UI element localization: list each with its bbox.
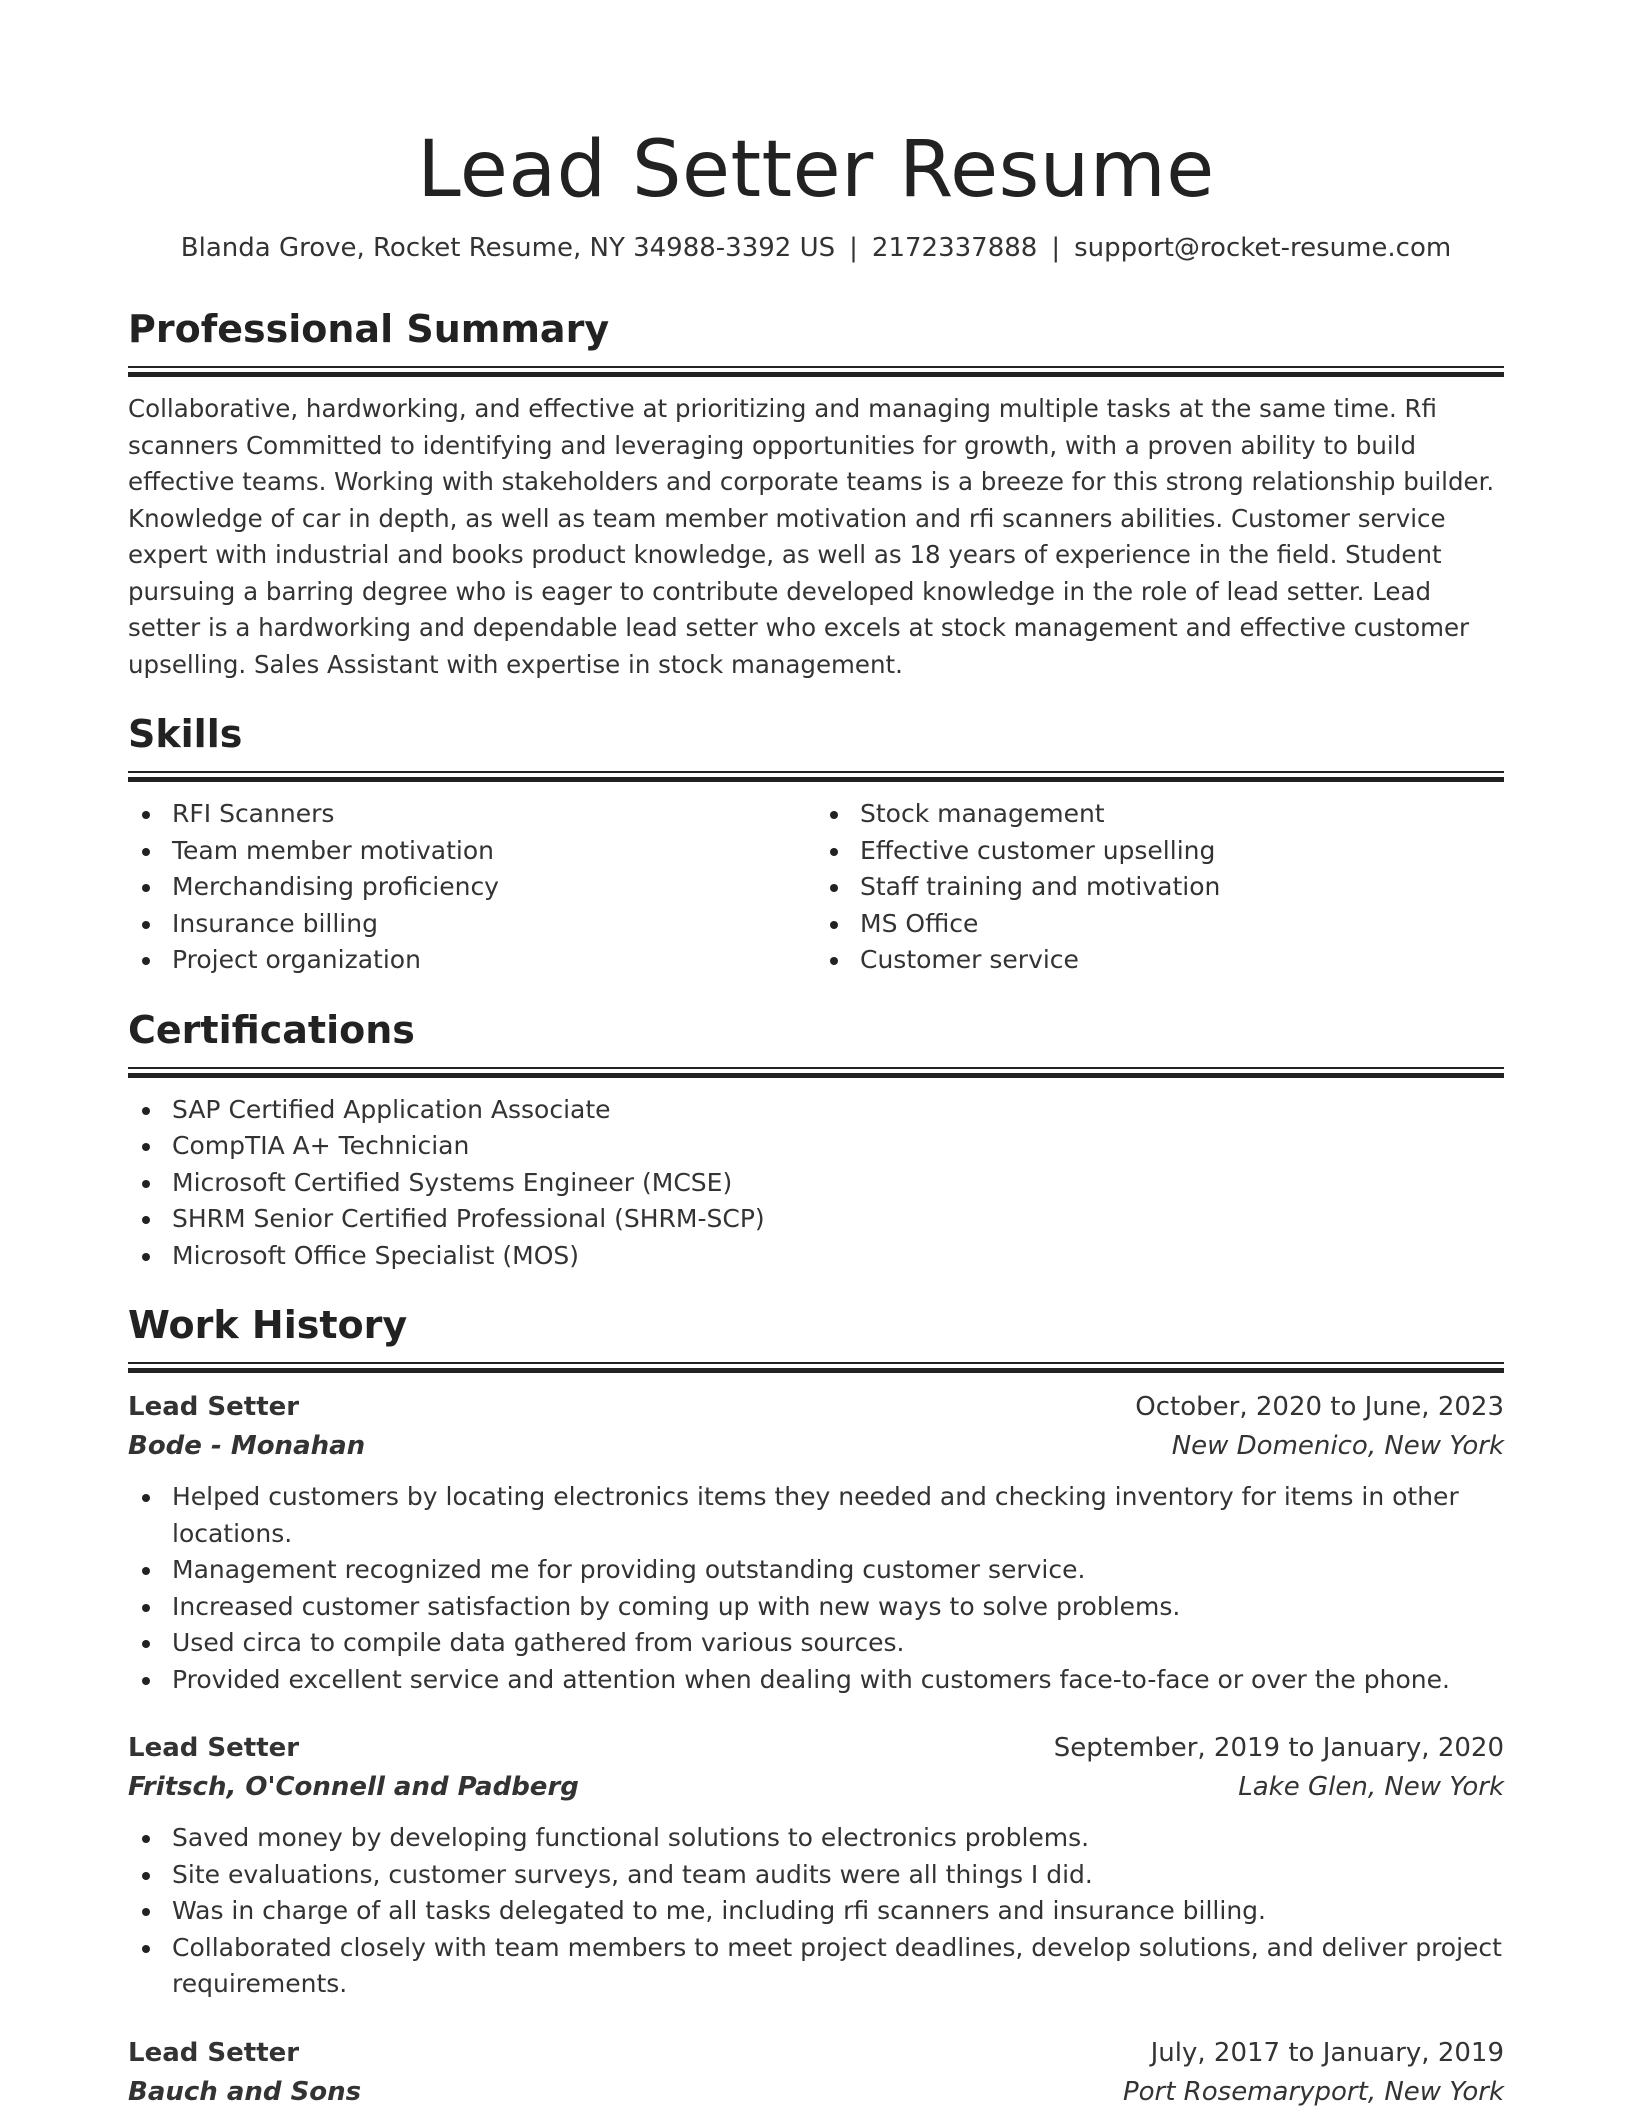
section-heading: Professional Summary: [128, 307, 610, 351]
job-company: Bauch and Sons: [128, 2076, 362, 2107]
section-heading: Certifications: [128, 1007, 415, 1052]
job-duty: Provided excellent service and attention when dealing with customers face-to-face or over the phone.: [128, 1662, 1504, 1699]
skill-item: Staff training and motivation: [816, 869, 1504, 906]
certification-item: CompTIA A+ Technician: [128, 1128, 1504, 1165]
job-location: Port Rosemaryport, New York: [1122, 2076, 1504, 2107]
job-duty: Site evaluations, customer surveys, and team audits were all things I did.: [128, 1857, 1504, 1894]
certification-item: Microsoft Office Specialist (MOS): [128, 1238, 1504, 1275]
work-history-section: [128, 1300, 1504, 2111]
section-divider: [128, 771, 1504, 782]
contact-line: [128, 230, 1504, 266]
job-title: Lead Setter: [128, 1733, 300, 1763]
job-dates: September, 2019 to January, 2020: [1053, 1733, 1504, 1763]
certifications-section: [128, 1005, 1504, 1275]
skill-item: Project organization: [128, 942, 816, 979]
job-dates: July, 2017 to January, 2019: [1150, 2037, 1504, 2068]
skill-item: Customer service: [816, 942, 1504, 979]
skill-item: Effective customer upselling: [816, 833, 1504, 870]
contact-address: Blanda Grove, Rocket Resume, NY 34988-3392 US: [180, 233, 836, 263]
skills-left-list: [128, 796, 816, 979]
job-company: Fritsch, O'Connell and Padberg: [128, 1772, 579, 1802]
job-duty: Increased customer satisfaction by coming up with new ways to solve problems.: [128, 1589, 1504, 1626]
job-dates: October, 2020 to June, 2023: [1135, 1392, 1504, 1422]
skill-item: RFI Scanners: [128, 796, 816, 833]
job-duties-list: [128, 1479, 1504, 1698]
section-heading: Work History: [128, 1303, 408, 1347]
skills-columns: [128, 796, 1504, 979]
job-duty: Helped customers by locating electronics items they needed and checking inventory for items in other locations.: [128, 1479, 1504, 1552]
job-entry: [128, 1728, 1504, 2003]
job-company: Bode - Monahan: [128, 1431, 366, 1461]
section-divider: [128, 366, 1504, 377]
certification-item: SHRM Senior Certified Professional (SHRM-SCP): [128, 1201, 1504, 1238]
skill-item: Merchandising proficiency: [128, 869, 816, 906]
certifications-list: [128, 1092, 1504, 1275]
job-title: Lead Setter: [128, 2037, 300, 2068]
skill-item: Team member motivation: [128, 833, 816, 870]
section-divider: [128, 1362, 1504, 1373]
contact-separator: |: [849, 233, 858, 263]
job-duty: Saved money by developing functional solutions to electronics problems.: [128, 1820, 1504, 1857]
skills-section: [128, 709, 1504, 979]
job-duty: Collaborated closely with team members to meet project deadlines, develop solutions, and deliver project requirements.: [128, 1930, 1504, 2003]
job-duty: Management recognized me for providing outstanding customer service.: [128, 1552, 1504, 1589]
job-title: Lead Setter: [128, 1392, 300, 1422]
job-company-row: [128, 1427, 1504, 1465]
job-title-row: [128, 2033, 1504, 2073]
job-company-row: [128, 2073, 1504, 2111]
job-company-row: [128, 1768, 1504, 1806]
contact-separator: |: [1051, 233, 1061, 263]
summary-text: Collaborative, hardworking, and effective at prioritizing and managing multiple tasks at the same time. Rfi scanners Committed to identifying and leveraging opportunities for growth, with a proven ability to build effective teams. Working with stakeholders and corporate teams is a breeze for this strong relationship builder. Knowledge of car in depth, as well as team member motivation and rfi scanners abilities. Customer service expert with industrial and books product knowledge, as well as 18 years of experience in the field. Student pursuing a barring degree who is eager to contribute developed knowledge in the role of lead setter. Lead setter is a hardworking and dependable lead setter who excels at stock management and effective customer upselling. Sales Assistant with expertise in stock management.: [128, 394, 1495, 679]
job-duty: Used circa to compile data gathered from various sources.: [128, 1625, 1504, 1662]
job-location: New Domenico, New York: [1171, 1431, 1504, 1461]
contact-email: support@rocket-resume.com: [1074, 233, 1452, 263]
skill-item: Insurance billing: [128, 906, 816, 943]
skill-item: MS Office: [816, 906, 1504, 943]
job-location: Lake Glen, New York: [1238, 1772, 1504, 1802]
contact-phone: 2172337888: [871, 233, 1038, 263]
job-entry: [128, 2033, 1504, 2111]
job-title-row: [128, 1728, 1504, 1768]
job-duties-list: [128, 1820, 1504, 2003]
professional-summary-section: [128, 304, 1504, 683]
job-title-row: [128, 1387, 1504, 1427]
section-divider: [128, 1067, 1504, 1078]
job-entry: [128, 1387, 1504, 1698]
section-heading: Skills: [128, 712, 243, 756]
certification-item: SAP Certified Application Associate: [128, 1092, 1504, 1129]
certification-item: Microsoft Certified Systems Engineer (MCSE): [128, 1165, 1504, 1202]
job-duty: Was in charge of all tasks delegated to me, including rfi scanners and insurance billing.: [128, 1893, 1504, 1930]
page-title: Lead Setter Resume: [417, 125, 1215, 215]
skill-item: Stock management: [816, 796, 1504, 833]
skills-right-list: [816, 796, 1504, 979]
